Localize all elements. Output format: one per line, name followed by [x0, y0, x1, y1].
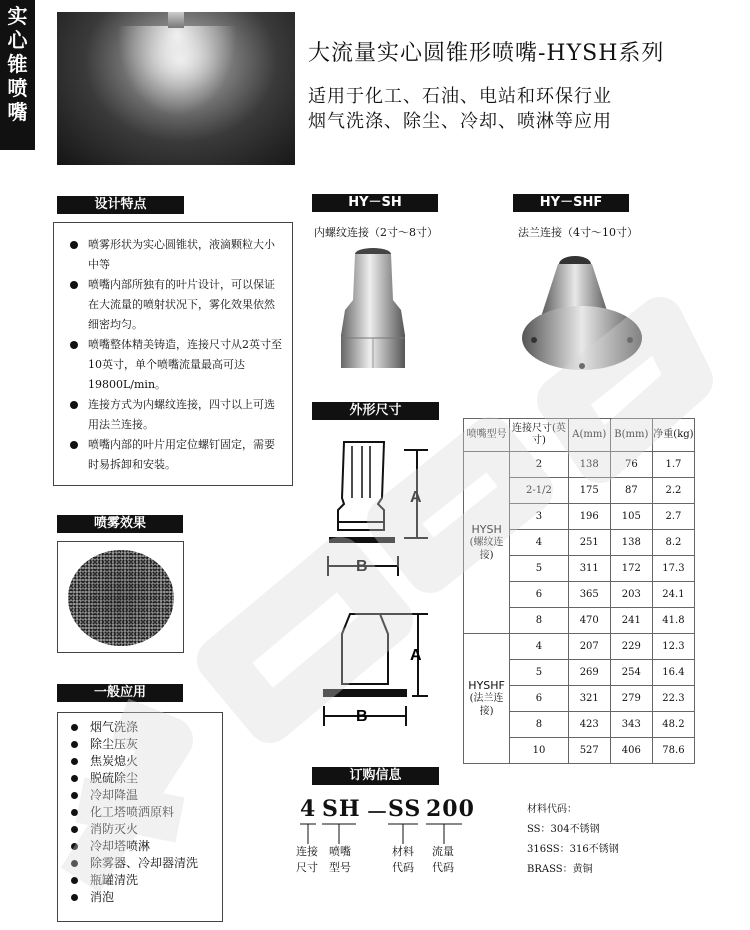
label-line: 连接	[296, 845, 318, 858]
table-cell: 2-1/2	[510, 478, 569, 504]
hysh-header: HY－SH	[312, 194, 438, 212]
app-item: 瓶罐清洗	[66, 872, 222, 889]
table-cell: 6	[510, 686, 569, 712]
dimension-drawings	[318, 438, 438, 728]
table-cell: 138	[568, 452, 610, 478]
table-cell: 22.3	[652, 686, 694, 712]
model-name: HYSHF	[468, 679, 505, 692]
table-row	[464, 452, 695, 478]
feature-item: 喷嘴内部的叶片用定位螺钉固定，需要时易拆卸和安装。	[64, 435, 282, 475]
label-line: 材料	[392, 845, 414, 858]
table-cell: 4	[510, 530, 569, 556]
table-cell: 5	[510, 660, 569, 686]
col-header: A(mm)	[568, 419, 610, 452]
app-item: 冷却塔喷淋	[66, 838, 222, 855]
table-cell: 311	[568, 556, 610, 582]
order-code-material: SS	[388, 796, 422, 822]
apps-box	[57, 712, 223, 922]
side-tab-char: 实	[7, 4, 28, 28]
side-tab-char: 嘴	[7, 100, 28, 124]
table-cell: 76	[610, 452, 652, 478]
spray-effect-box	[57, 541, 184, 653]
table-cell: 406	[610, 738, 652, 764]
app-item: 除雾器、冷却器清洗	[66, 855, 222, 872]
label-line: 型号	[329, 861, 351, 874]
material-code-item: BRASS：黄铜	[527, 864, 593, 875]
side-tab-char: 心	[7, 28, 28, 52]
table-cell: 229	[610, 634, 652, 660]
table-cell: 321	[568, 686, 610, 712]
app-item: 烟气洗涤	[66, 719, 222, 736]
feature-item: 喷嘴整体精美铸造，连接尺寸从2英寸至10英寸，单个喷嘴流量最高可达19800L/min。	[64, 335, 282, 395]
table-cell: 1.7	[652, 452, 694, 478]
order-code-model: SH	[322, 796, 361, 822]
spray-header: 喷雾效果	[57, 515, 183, 533]
order-code-dash: －	[366, 800, 390, 826]
app-item: 冷却降温	[66, 787, 222, 804]
model-cell	[464, 452, 510, 634]
dim-b-label: B	[356, 708, 368, 725]
app-item: 焦炭熄火	[66, 753, 222, 770]
table-cell: 269	[568, 660, 610, 686]
table-cell: 207	[568, 634, 610, 660]
spray-pattern-image	[68, 550, 174, 646]
subtitle-line: 烟气洗涤、除尘、冷却、喷淋等应用	[308, 111, 612, 132]
table-cell: 2.7	[652, 504, 694, 530]
table-cell: 2.2	[652, 478, 694, 504]
material-code-title: 材料代码：	[527, 804, 577, 815]
spec-table	[463, 418, 695, 764]
col-header: B(mm)	[610, 419, 652, 452]
col-header: 连接尺寸(英寸)	[510, 419, 569, 452]
table-cell: 470	[568, 608, 610, 634]
model-cell	[464, 634, 510, 764]
material-code-item: SS：304不锈钢	[527, 824, 600, 835]
model-note: (法兰连接)	[469, 693, 504, 717]
order-code-flow: 200	[426, 796, 475, 822]
label-line: 流量	[432, 845, 454, 858]
label-line: 尺寸	[296, 861, 318, 874]
table-cell: 8	[510, 712, 569, 738]
app-item: 化工塔喷洒原料	[66, 804, 222, 821]
features-box	[53, 222, 293, 486]
table-cell: 24.1	[652, 582, 694, 608]
table-cell: 251	[568, 530, 610, 556]
hyshf-header: HY－SHF	[513, 194, 629, 212]
label-line: 代码	[392, 861, 414, 874]
table-cell: 423	[568, 712, 610, 738]
order-label-size	[296, 844, 318, 876]
table-cell: 203	[610, 582, 652, 608]
hyshf-nozzle-image	[520, 240, 650, 380]
side-tab-char: 喷	[7, 76, 28, 100]
table-cell: 105	[610, 504, 652, 530]
hysh-label: 内螺纹连接（2寸～8寸）	[314, 226, 438, 239]
table-cell: 138	[610, 530, 652, 556]
table-cell: 17.3	[652, 556, 694, 582]
page-title: 大流量实心圆锥形喷嘴-HYSH系列	[308, 41, 665, 66]
material-code-item: 316SS：316不锈钢	[527, 844, 619, 855]
features-header: 设计特点	[57, 196, 184, 214]
table-cell: 172	[610, 556, 652, 582]
hero-spray-photo	[57, 12, 295, 165]
table-cell: 241	[610, 608, 652, 634]
label-line: 代码	[432, 861, 454, 874]
app-item: 消防灭火	[66, 821, 222, 838]
table-cell: 8	[510, 608, 569, 634]
table-cell: 343	[610, 712, 652, 738]
dim-a-label: A	[410, 489, 422, 506]
table-cell: 365	[568, 582, 610, 608]
app-item: 消泡	[66, 889, 222, 906]
subtitle-line: 适用于化工、石油、电站和环保行业	[308, 86, 612, 107]
order-label-model	[329, 844, 351, 876]
table-cell: 41.8	[652, 608, 694, 634]
feature-item: 连接方式为内螺纹连接，四寸以上可选用法兰连接。	[64, 395, 282, 435]
table-cell: 6	[510, 582, 569, 608]
col-header: 净重(kg)	[652, 419, 694, 452]
table-cell: 4	[510, 634, 569, 660]
hyshf-label: 法兰连接（4寸～10寸）	[518, 226, 638, 239]
app-item: 除尘压灰	[66, 736, 222, 753]
hysh-nozzle-image	[335, 240, 411, 380]
table-cell: 2	[510, 452, 569, 478]
table-cell: 8.2	[652, 530, 694, 556]
nozzle-graphic	[168, 12, 184, 28]
model-note: (螺纹连接)	[469, 537, 504, 561]
order-label-material	[392, 844, 414, 876]
table-cell: 279	[610, 686, 652, 712]
dim-b-label: B	[356, 558, 368, 575]
side-tab-char: 锥	[7, 52, 28, 76]
order-header: 订购信息	[312, 767, 439, 785]
side-tab	[0, 0, 35, 150]
table-cell: 254	[610, 660, 652, 686]
apps-header: 一般应用	[57, 684, 183, 702]
app-item: 脱硫除尘	[66, 770, 222, 787]
col-header: 喷嘴型号	[464, 419, 510, 452]
order-code-size: 4	[300, 796, 317, 822]
table-cell: 3	[510, 504, 569, 530]
dims-header: 外形尺寸	[312, 402, 439, 420]
spray-cone-graphic	[117, 26, 237, 116]
table-cell: 10	[510, 738, 569, 764]
table-cell: 527	[568, 738, 610, 764]
label-line: 喷嘴	[329, 845, 351, 858]
feature-item: 喷雾形状为实心圆锥状，液滴颗粒大小中等	[64, 235, 282, 275]
table-cell: 87	[610, 478, 652, 504]
table-cell: 5	[510, 556, 569, 582]
table-cell: 12.3	[652, 634, 694, 660]
order-code-underlines	[296, 820, 466, 844]
table-cell: 16.4	[652, 660, 694, 686]
order-label-flow	[432, 844, 454, 876]
table-cell: 175	[568, 478, 610, 504]
feature-item: 喷嘴内部所独有的叶片设计，可以保证在大流量的喷射状况下，雾化效果依然细密均匀。	[64, 275, 282, 335]
table-row	[464, 634, 695, 660]
table-cell: 48.2	[652, 712, 694, 738]
model-name: HYSH	[471, 523, 502, 536]
dim-a-label: A	[410, 647, 422, 664]
table-cell: 78.6	[652, 738, 694, 764]
table-cell: 196	[568, 504, 610, 530]
